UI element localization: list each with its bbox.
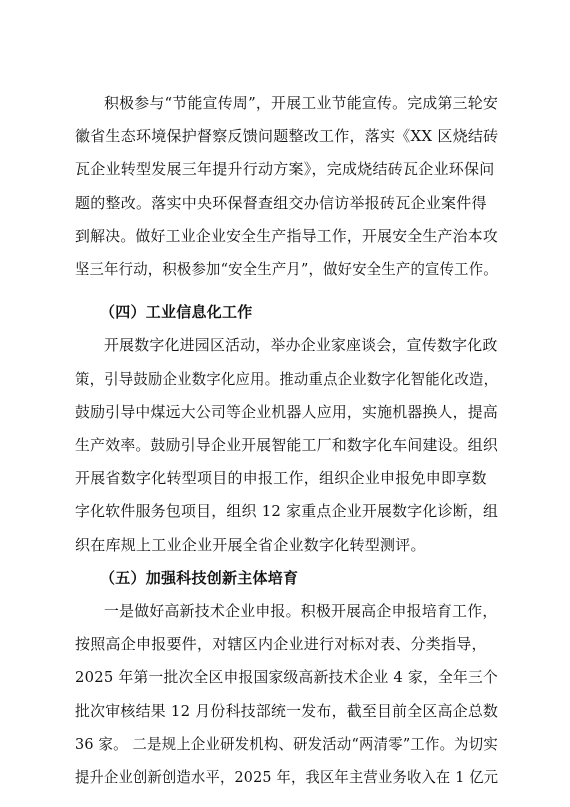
- text-line: 开展数字化进园区活动，举办企业家座谈会，宣传数字化政: [104, 336, 498, 355]
- text-line: 一是做好高新技术企业申报。积极开展高企申报培育工作，: [104, 602, 498, 620]
- section-heading: （五）加强科技创新主体培育: [100, 568, 299, 587]
- text-line: 徽省生态环境保护督察反馈问题整改工作，落实《XX 区烧结砖: [75, 127, 499, 146]
- text-line: 提升企业创新创造水平，2025 年，我区年主营业务收入在 1 亿元: [75, 768, 499, 786]
- text-line: 到解决。做好工业企业安全生产指导工作，开展安全生产治本攻: [75, 226, 499, 245]
- text-line: 瓦企业转型发展三年提升行动方案》，完成烧结砖瓦企业环保问: [75, 160, 495, 179]
- text-line: 36 家。 二是规上企业研发机构、研发活动“两清零”工作。为切实: [75, 734, 498, 753]
- text-line: 题的整改。落实中央环保督查组交办信访举报砖瓦企业案件得: [75, 193, 487, 212]
- text-line: 开展省数字化转型项目的申报工作，组织企业申报免申即享数: [75, 469, 487, 488]
- text-line: 批次审核结果 12 月份科技部统一发布，截至目前全区高企总数: [75, 701, 499, 720]
- text-line: 生产效率。鼓励引导企业开展智能工厂和数字化车间建设。组织: [75, 436, 499, 454]
- text-line: 策，引导鼓励企业数字化应用。推动重点企业数字化智能化改造，: [75, 369, 499, 388]
- text-line: 鼓励引导中煤远大公司等企业机器人应用，实施机器换人，提高: [75, 402, 499, 421]
- text-line: 字化软件服务包项目，组织 12 家重点企业开展数字化诊断，组: [75, 502, 499, 521]
- text-line: 积极参与“节能宣传周”，开展工业节能宣传。完成第三轮安: [104, 94, 499, 112]
- text-line: 按照高企申报要件，对辖区内企业进行对标对表、分类指导，: [75, 635, 487, 654]
- text-line: 织在库规上工业企业开展全省企业数字化转型测评。: [75, 535, 426, 554]
- text-line: 坚三年行动，积极参加“安全生产月”，做好安全生产的宣传工作。: [75, 260, 498, 278]
- text-line: 2025 年第一批次全区申报国家级高新技术企业 4 家，全年三个: [75, 668, 499, 687]
- section-heading: （四）工业信息化工作: [100, 303, 253, 322]
